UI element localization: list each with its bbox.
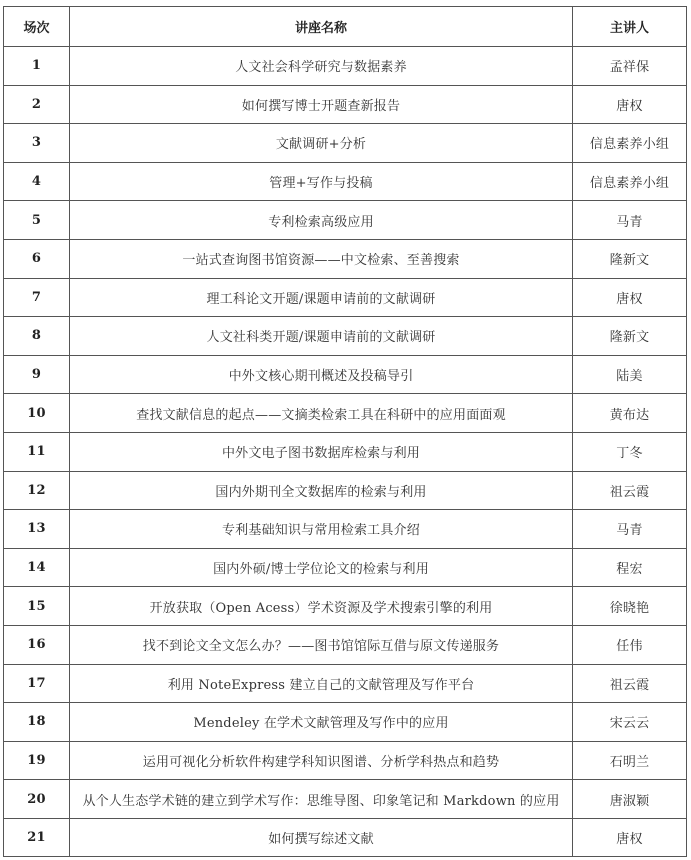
table-row	[4, 47, 687, 86]
speaker-name: 信息素养小组	[573, 162, 687, 201]
table-row	[4, 471, 687, 510]
lecture-title: 如何撰写博士开题查新报告	[70, 85, 573, 124]
header-title: 讲座名称	[70, 7, 573, 47]
session-number: 19	[4, 741, 70, 780]
table-row	[4, 510, 687, 549]
lecture-title: 利用 NoteExpress 建立自己的文献管理及写作平台	[70, 664, 573, 703]
lecture-title: 人文社科类开题/课题申请前的文献调研	[70, 317, 573, 356]
lecture-title: 运用可视化分析软件构建学科知识图谱、分析学科热点和趋势	[70, 741, 573, 780]
table-row	[4, 625, 687, 664]
lecture-title: 中外文核心期刊概述及投稿导引	[70, 355, 573, 394]
lecture-title: 人文社会科学研究与数据素养	[70, 47, 573, 86]
speaker-name: 信息素养小组	[573, 124, 687, 163]
table-row	[4, 85, 687, 124]
session-number: 18	[4, 703, 70, 742]
session-number: 10	[4, 394, 70, 433]
session-number: 17	[4, 664, 70, 703]
speaker-name: 隆新文	[573, 239, 687, 278]
table-body	[4, 47, 687, 857]
lecture-title: 中外文电子图书数据库检索与利用	[70, 432, 573, 471]
table-row	[4, 394, 687, 433]
table-row	[4, 818, 687, 857]
session-number: 6	[4, 239, 70, 278]
table-row	[4, 162, 687, 201]
speaker-name: 祖云霞	[573, 471, 687, 510]
session-number: 15	[4, 587, 70, 626]
lecture-title: 查找文献信息的起点——文摘类检索工具在科研中的应用面面观	[70, 394, 573, 433]
session-number: 13	[4, 510, 70, 549]
session-number: 21	[4, 818, 70, 857]
header-speaker: 主讲人	[573, 7, 687, 47]
table-row	[4, 548, 687, 587]
header-row	[4, 7, 687, 47]
speaker-name: 唐权	[573, 85, 687, 124]
table-row	[4, 201, 687, 240]
lecture-title: 如何撰写综述文献	[70, 818, 573, 857]
speaker-name: 唐权	[573, 278, 687, 317]
lecture-title: 国内外期刊全文数据库的检索与利用	[70, 471, 573, 510]
session-number: 4	[4, 162, 70, 201]
speaker-name: 唐权	[573, 818, 687, 857]
lecture-title: 理工科论文开题/课题申请前的文献调研	[70, 278, 573, 317]
table-row	[4, 587, 687, 626]
session-number: 20	[4, 780, 70, 819]
session-number: 1	[4, 47, 70, 86]
speaker-name: 唐淑颖	[573, 780, 687, 819]
lecture-title: 文献调研+分析	[70, 124, 573, 163]
session-number: 3	[4, 124, 70, 163]
lecture-title: 开放获取（Open Acess）学术资源及学术搜索引擎的利用	[70, 587, 573, 626]
lecture-table	[3, 6, 687, 857]
speaker-name: 孟祥保	[573, 47, 687, 86]
speaker-name: 丁冬	[573, 432, 687, 471]
lecture-title: Mendeley 在学术文献管理及写作中的应用	[70, 703, 573, 742]
lecture-title: 找不到论文全文怎么办？——图书馆馆际互借与原文传递服务	[70, 625, 573, 664]
table-row	[4, 432, 687, 471]
header-session: 场次	[4, 7, 70, 47]
session-number: 16	[4, 625, 70, 664]
table-row	[4, 239, 687, 278]
lecture-title: 从个人生态学术链的建立到学术写作：思维导图、印象笔记和 Markdown 的应用	[70, 780, 573, 819]
session-number: 14	[4, 548, 70, 587]
table-row	[4, 741, 687, 780]
lecture-schedule	[3, 6, 686, 857]
lecture-title: 国内外硕/博士学位论文的检索与利用	[70, 548, 573, 587]
table-row	[4, 355, 687, 394]
session-number: 7	[4, 278, 70, 317]
speaker-name: 祖云霞	[573, 664, 687, 703]
speaker-name: 宋云云	[573, 703, 687, 742]
speaker-name: 任伟	[573, 625, 687, 664]
table-row	[4, 317, 687, 356]
lecture-title: 专利检索高级应用	[70, 201, 573, 240]
speaker-name: 马青	[573, 201, 687, 240]
table-row	[4, 664, 687, 703]
table-row	[4, 124, 687, 163]
session-number: 12	[4, 471, 70, 510]
lecture-title: 管理+写作与投稿	[70, 162, 573, 201]
session-number: 9	[4, 355, 70, 394]
session-number: 5	[4, 201, 70, 240]
session-number: 8	[4, 317, 70, 356]
session-number: 2	[4, 85, 70, 124]
speaker-name: 徐晓艳	[573, 587, 687, 626]
speaker-name: 陆美	[573, 355, 687, 394]
table-row	[4, 703, 687, 742]
session-number: 11	[4, 432, 70, 471]
speaker-name: 黄布达	[573, 394, 687, 433]
table-row	[4, 278, 687, 317]
lecture-title: 一站式查询图书馆资源——中文检索、至善搜索	[70, 239, 573, 278]
speaker-name: 程宏	[573, 548, 687, 587]
speaker-name: 隆新文	[573, 317, 687, 356]
lecture-title: 专利基础知识与常用检索工具介绍	[70, 510, 573, 549]
speaker-name: 石明兰	[573, 741, 687, 780]
speaker-name: 马青	[573, 510, 687, 549]
table-row	[4, 780, 687, 819]
